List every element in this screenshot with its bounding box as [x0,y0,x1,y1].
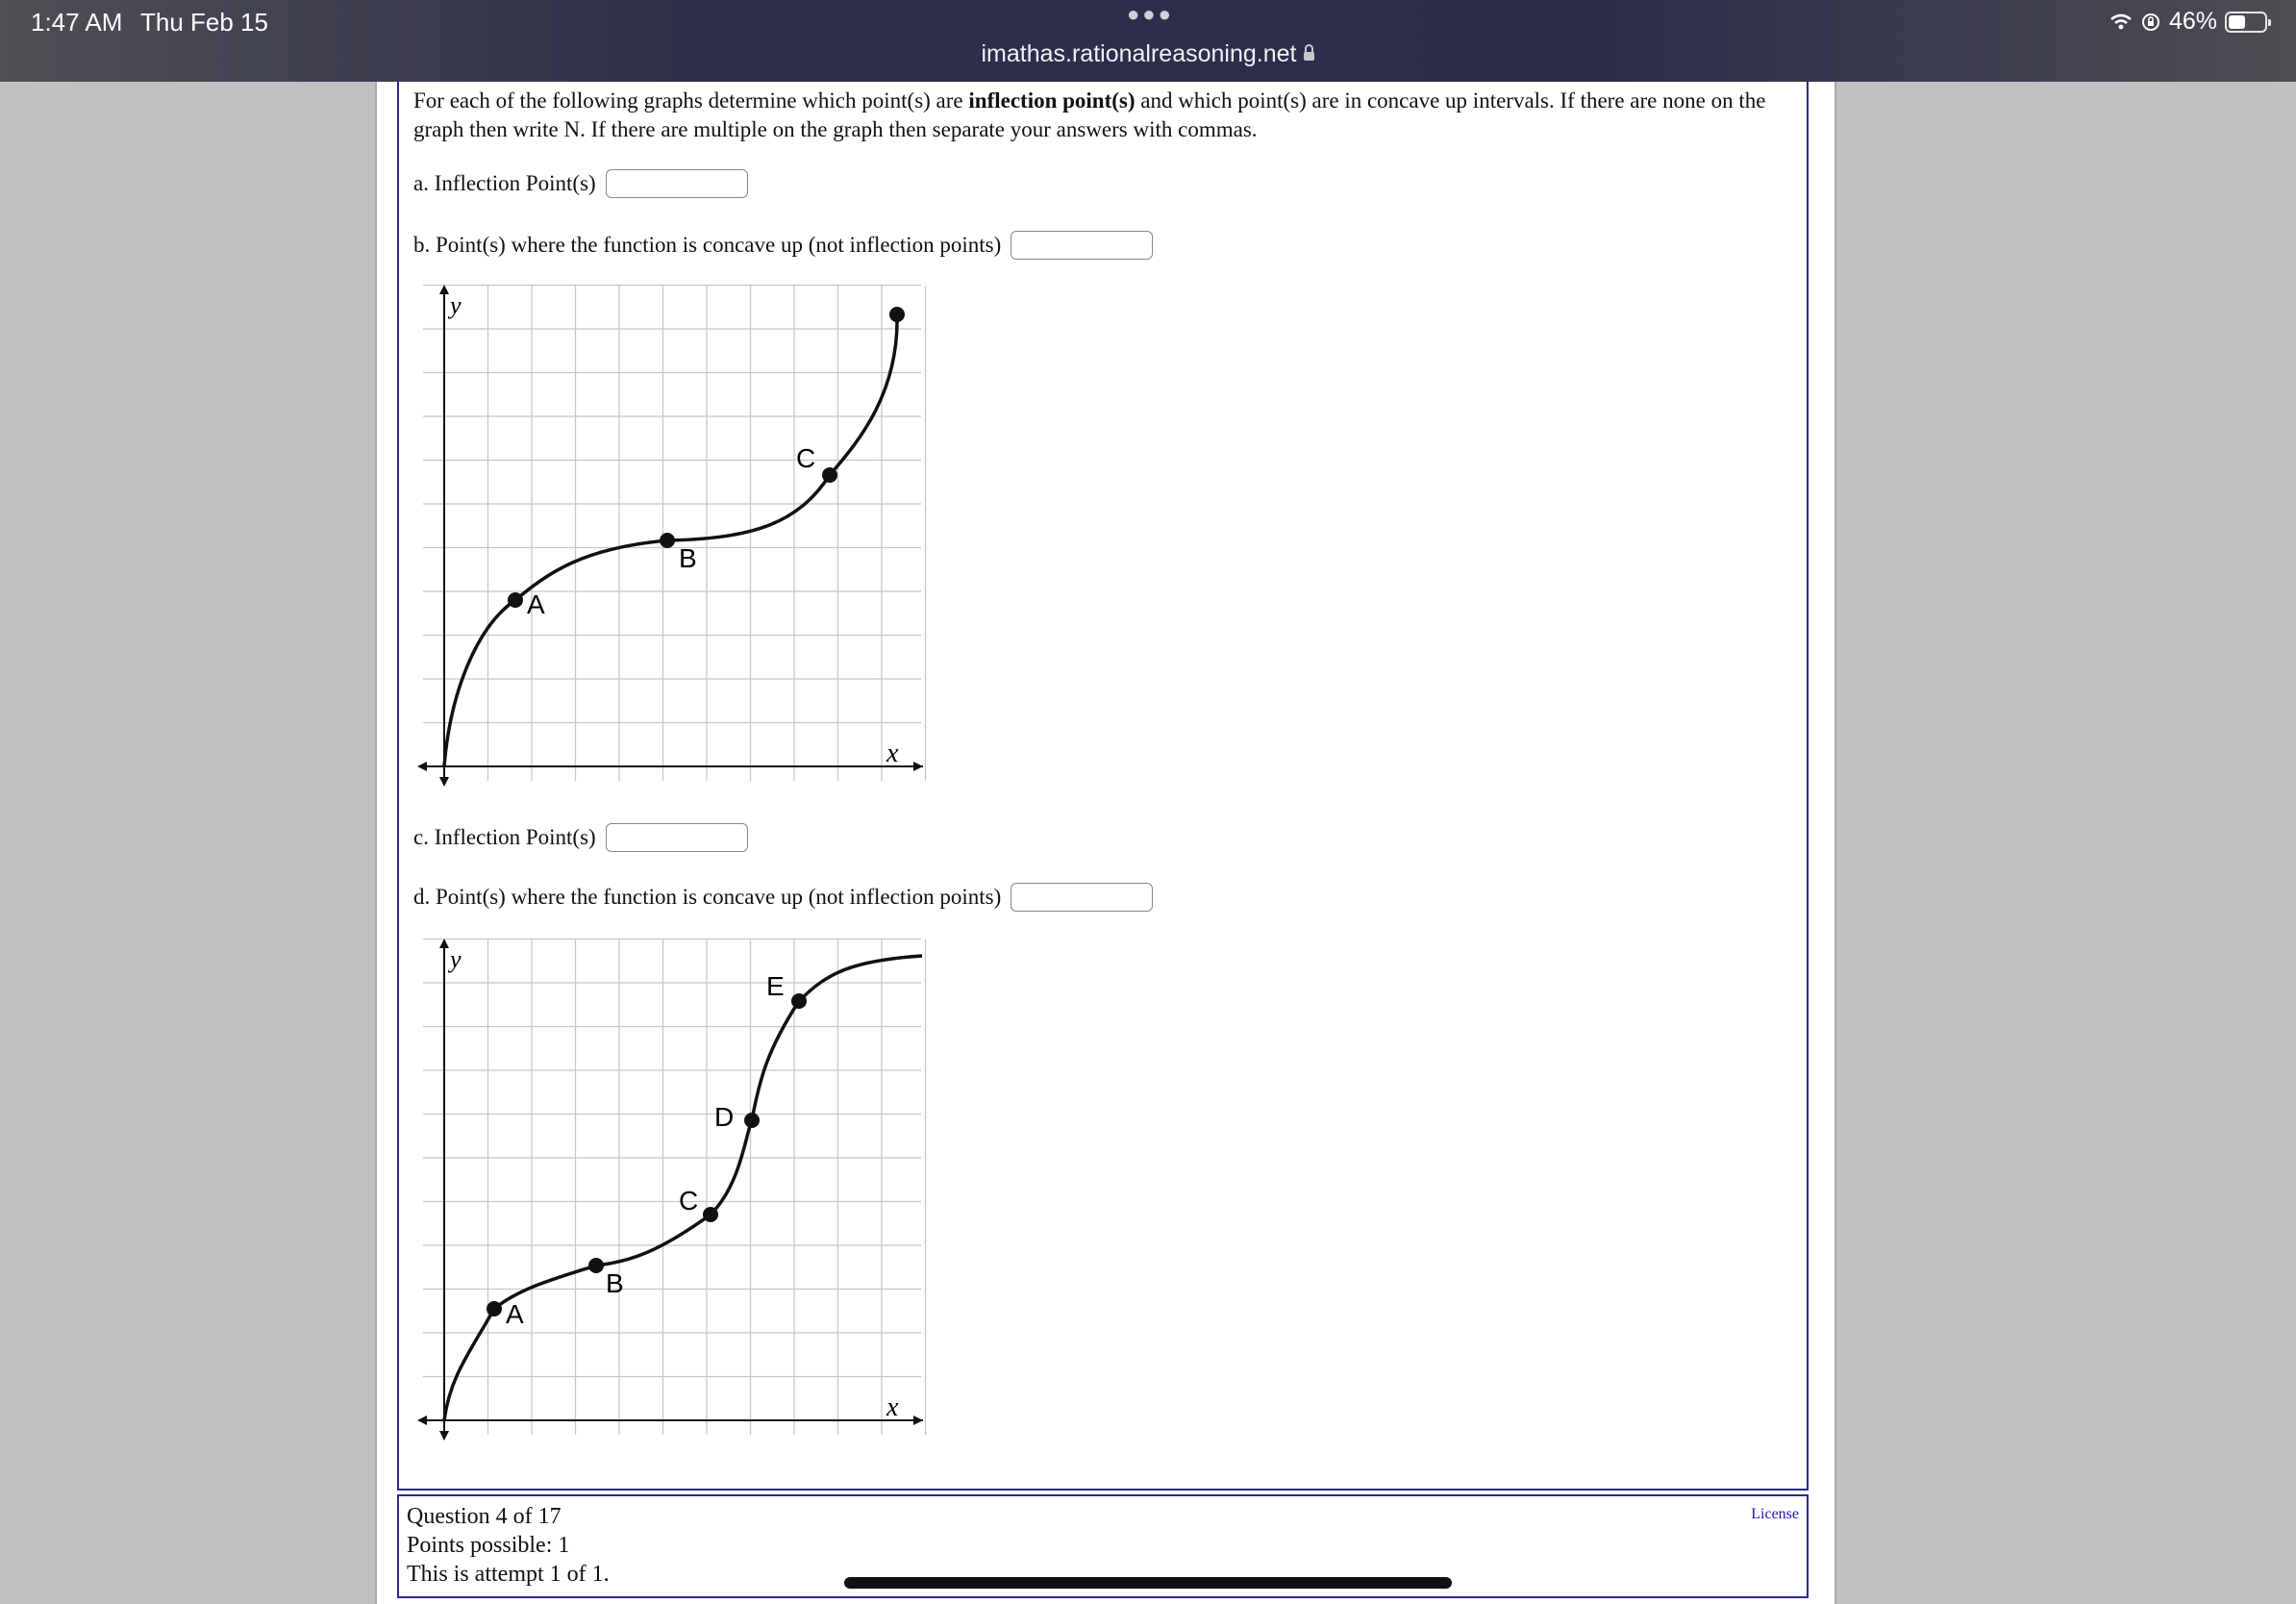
lock-icon [1304,52,1314,61]
intro-bold: inflection point(s) [968,88,1136,113]
points-possible: Points possible: 1 [407,1533,570,1558]
part-a-label: a. Inflection Point(s) [413,171,596,195]
graph-1-label-C: C [796,443,816,473]
intro-text: For each of the following graphs determine which point(s) are [413,88,969,113]
wifi-icon [2109,13,2133,32]
graph-1 [413,281,933,790]
graph-1-ylabel: y [450,291,462,319]
graph-2-point-B [588,1258,604,1273]
graph-2-axes [417,939,923,1441]
part-b-input[interactable] [1011,231,1153,260]
status-date: Thu Feb 15 [140,8,268,37]
status-bar [0,0,2296,82]
attempt-info: This is attempt 1 of 1. [407,1562,610,1587]
graph-2-point-A [487,1301,502,1316]
status-time: 1:47 AM [31,8,123,37]
graph-1-point-A [508,592,523,608]
graph-1-label-B: B [679,543,697,573]
part-c [413,823,748,852]
part-c-input[interactable] [606,823,748,852]
part-b-label: b. Point(s) where the function is concave up (not inflection points) [413,233,1002,257]
battery-fill [2229,15,2245,29]
graph-2-point-D [744,1113,760,1128]
question-number: Question 4 of 17 [407,1504,562,1529]
graph-1-grid [423,286,926,782]
graph-2-label-E: E [766,971,785,1001]
address-bar[interactable] [0,40,2296,68]
part-d-input[interactable] [1011,883,1153,912]
graph-1-endpoint [889,307,905,322]
graph-2-label-B: B [606,1268,624,1298]
home-indicator[interactable] [844,1577,1452,1589]
part-a-input[interactable] [606,169,748,198]
url-text: imathas.rationalreasoning.net [981,40,1297,67]
part-d [413,883,1153,912]
graph-1-point-B [660,533,675,548]
intro-text-2: and which point(s) are in concave up intervals. If there are none on the graph then write N. If there are multiple on the graph then separate your answers with commas. [413,88,1766,141]
license-link[interactable]: License [1751,1506,1799,1522]
graph-1-point-C [822,467,837,483]
orientation-lock-icon [2140,12,2161,33]
status-right [2109,8,2267,36]
graph-2-xlabel: x [886,1392,899,1422]
graph-2-grid [423,940,926,1436]
graph-2-label-C: C [679,1186,699,1216]
part-c-label: c. Inflection Point(s) [413,825,596,849]
more-dots-icon[interactable]: ●●● [1127,2,1174,26]
part-a [413,169,748,198]
graph-1-label-A: A [527,589,545,619]
graph-2-ylabel: y [450,945,462,973]
graph-2-point-E [791,993,807,1009]
graph-2 [413,935,933,1444]
graph-1-xlabel: x [886,739,899,768]
graph-2-label-A: A [506,1299,524,1329]
graph-2-point-C [703,1207,718,1222]
graph-2-label-D: D [714,1102,735,1132]
question-intro [413,87,1798,144]
part-d-label: d. Point(s) where the function is concave up (not inflection points) [413,885,1002,909]
battery-icon [2225,12,2267,33]
battery-percent: 46% [2168,8,2217,35]
part-b [413,231,1153,260]
